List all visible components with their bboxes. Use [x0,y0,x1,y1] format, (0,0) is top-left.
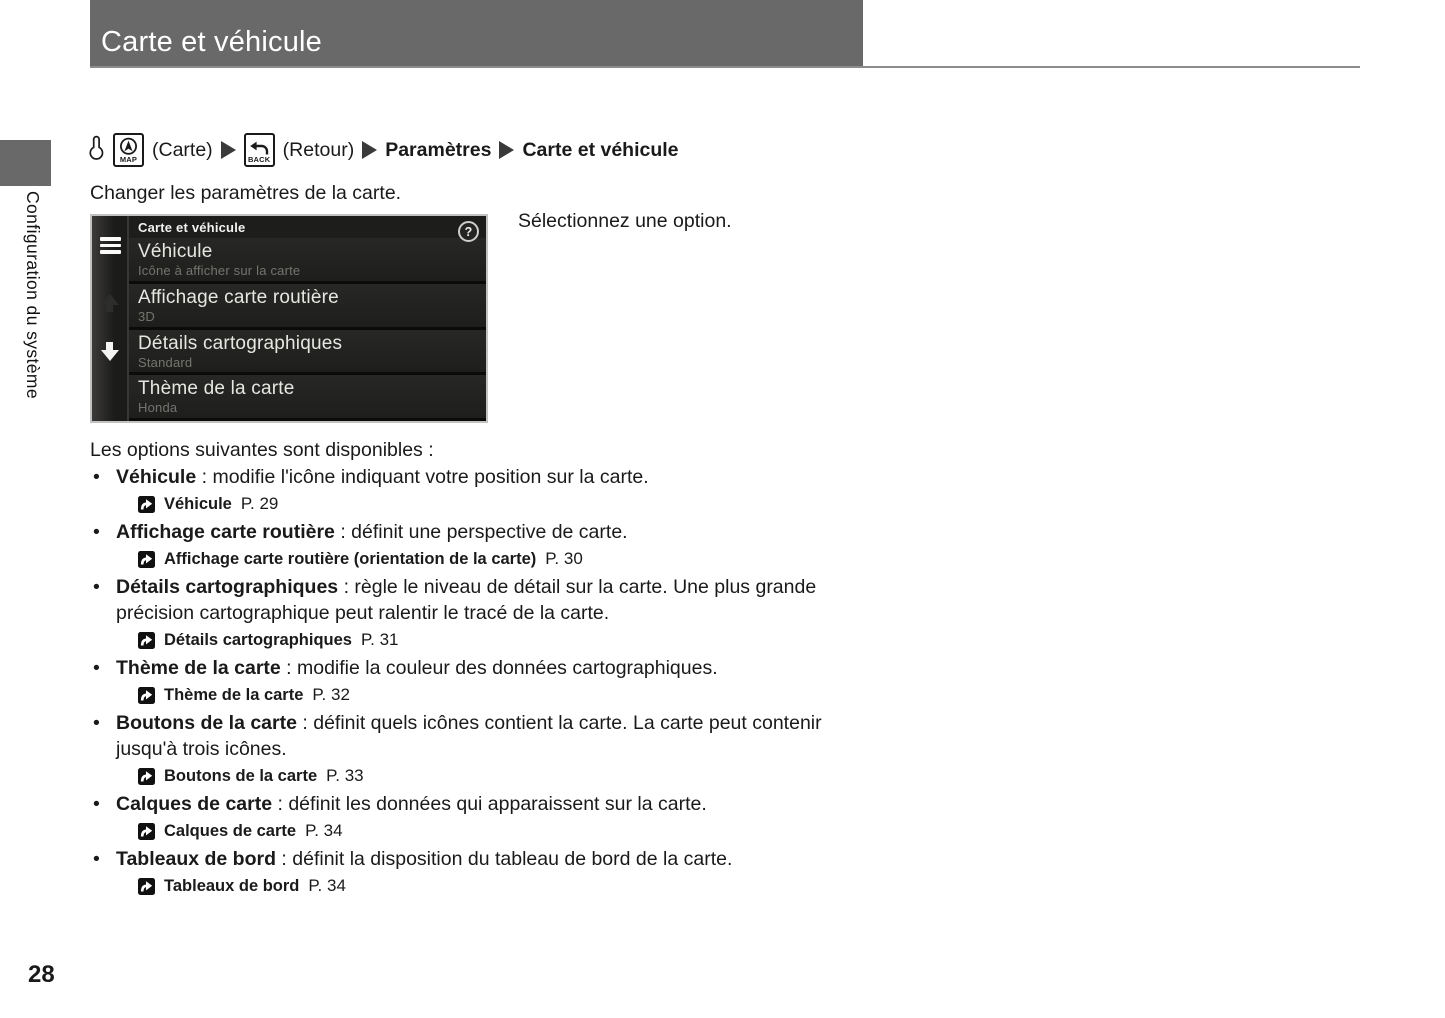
cross-reference-link[interactable]: Véhicule P. 29 [138,492,880,516]
nav-item-subtitle: Honda [138,400,178,416]
arrow-right-icon [221,141,236,159]
nav-item-title: Thème de la carte [138,378,295,400]
section-header-band [90,0,863,67]
nav-screen-title: Carte et véhicule [138,219,246,235]
option-line: • Boutons de la carte : définit quels icônes contient la carte. La carte peut contenir jusqu'à trois icônes. [116,712,822,760]
cross-reference-link[interactable]: Affichage carte routière (orientation de la carte) P. 30 [138,547,880,571]
chapter-label: Configuration du système [23,191,43,400]
option-line: • Affichage carte routière : définit une perspective de carte. [116,521,628,543]
list-item [90,846,880,898]
breadcrumb-item-parametres: Paramètres [385,138,492,161]
nav-item-title: Détails cartographiques [138,332,343,354]
map-button-label: MAP [119,155,138,164]
option-line: • Véhicule : modifie l'icône indiquant votre position sur la carte. [116,466,649,488]
back-arrow-icon [248,141,270,156]
chapter-tab [0,140,51,186]
reference-arrow-icon [138,632,155,649]
list-item [90,710,880,788]
nav-sidebar [92,216,129,421]
page-title: Carte et véhicule [101,26,323,58]
nav-item-subtitle: 3D [138,308,156,324]
reference-arrow-icon [138,687,155,704]
list-item [90,574,880,652]
list-item [90,655,880,707]
nav-item-subtitle: Standard [138,354,193,370]
map-button-caption: (Carte) [152,138,213,161]
reference-arrow-icon [138,496,155,513]
nav-menu-item-affichage [129,284,486,327]
cross-reference-link[interactable]: Tableaux de bord P. 34 [138,874,880,898]
reference-arrow-icon [138,878,155,895]
option-line: • Détails cartographiques : règle le niveau de détail sur la carte. Une plus grande précision cartographique peut ralentir le tracé de la carte. [116,576,817,624]
list-item [90,519,880,571]
scroll-up-icon [101,294,119,312]
options-intro: Les options suivantes sont disponibles : [90,439,434,461]
cross-reference-link[interactable]: Thème de la carte P. 32 [138,683,880,707]
reference-arrow-icon [138,551,155,568]
option-line: • Thème de la carte : modifie la couleur des données cartographiques. [116,657,718,679]
nav-item-subtitle: Icône à afficher sur la carte [138,263,301,278]
cross-reference-link[interactable]: Boutons de la carte P. 33 [138,764,880,788]
breadcrumb [88,130,679,170]
back-button-icon [244,133,275,167]
option-line: • Calques de carte : définit les données qui apparaissent sur la carte. [116,793,707,815]
map-button-icon [113,133,144,167]
options-section [90,437,880,901]
map-compass-icon [118,137,139,156]
nav-screenshot [90,214,488,423]
nav-menu-list [129,238,486,421]
arrow-right-icon [499,141,514,159]
back-button-label: BACK [247,155,271,164]
nav-menu-item-vehicule [129,238,486,281]
header-rule [90,66,1360,68]
nav-screen [129,216,486,421]
help-icon: ? [458,221,479,242]
cross-reference-link[interactable]: Calques de carte P. 34 [138,819,880,843]
arrow-right-icon [362,141,377,159]
select-option-note: Sélectionnez une option. [518,210,732,232]
cross-reference-link[interactable]: Détails cartographiques P. 31 [138,628,880,652]
list-item [90,791,880,843]
reference-arrow-icon [138,823,155,840]
list-item [90,464,880,516]
scroll-down-icon [101,342,119,361]
nav-menu-item-details [129,330,486,373]
breadcrumb-item-carte-et-vehicule: Carte et véhicule [522,138,679,161]
nav-item-title: Véhicule [138,241,213,262]
back-button-caption: (Retour) [282,138,355,161]
menu-icon [100,237,121,254]
nav-item-title: Affichage carte routière [138,286,339,308]
nav-menu-item-theme [129,375,486,418]
intro-text: Changer les paramètres de la carte. [90,182,402,204]
page-number: 28 [28,961,55,988]
reference-arrow-icon [138,768,155,785]
option-line: • Tableaux de bord : définit la disposition du tableau de bord de la carte. [116,848,733,870]
press-hand-icon [88,135,105,166]
options-list [90,464,880,898]
